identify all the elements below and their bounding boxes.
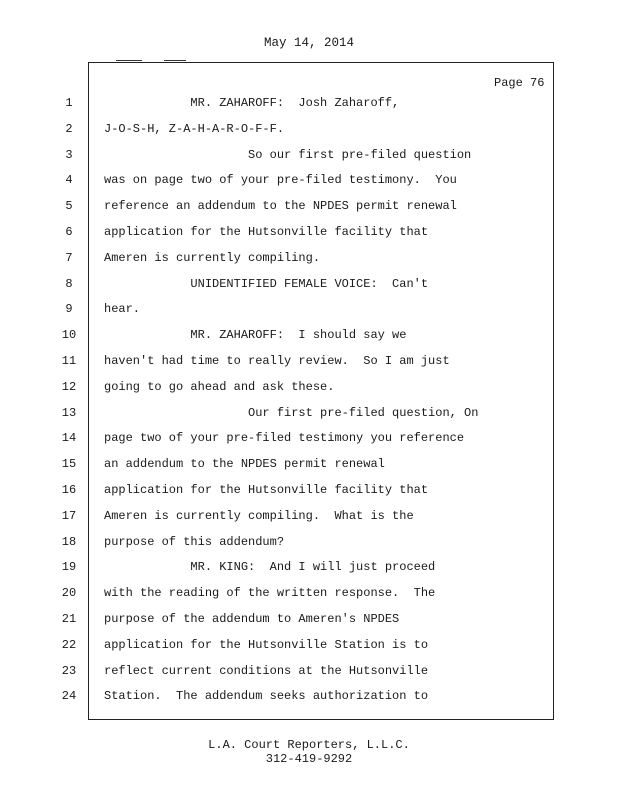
line-number: 3 [65, 147, 73, 162]
line-number: 18 [61, 534, 77, 549]
transcript-line: purpose of the addendum to Ameren's NPDES [104, 612, 400, 626]
transcript-line: UNIDENTIFIED FEMALE VOICE: Can't [104, 276, 429, 291]
transcript-line: hear. [104, 302, 141, 317]
line-number: 19 [61, 560, 77, 575]
line-number: 2 [65, 121, 73, 136]
line-number: 15 [61, 457, 77, 472]
transcript-line: page two of your pre-filed testimony you reference [104, 431, 465, 446]
transcript-line: MR. ZAHAROFF: Josh Zaharoff, [104, 96, 400, 110]
transcript-line: Our first pre-filed question, On [104, 405, 479, 420]
line-number: 8 [65, 276, 73, 291]
line-number: 21 [61, 612, 77, 626]
header-date: May 14, 2014 [263, 36, 354, 50]
line-number: 4 [65, 173, 73, 188]
line-number: 23 [61, 663, 77, 678]
transcript-line: Station. The addendum seeks authorization to [104, 689, 429, 704]
footer-phone: 312-419-9292 [265, 752, 353, 766]
line-number: 16 [61, 483, 77, 497]
line-number: 24 [61, 689, 77, 704]
transcript-line: reflect current conditions at the Hutsonville [104, 663, 429, 678]
line-number: 1 [65, 96, 73, 110]
line-number: 14 [61, 431, 77, 446]
page-number: Page 76 [494, 76, 545, 90]
transcript-line: was on page two of your pre-filed testimony. You [104, 173, 457, 188]
line-number: 20 [61, 586, 77, 601]
transcript-line: application for the Hutsonville Station is to [104, 637, 429, 652]
line-number: 17 [61, 508, 77, 523]
transcript-line: application for the Hutsonville facility that [104, 483, 429, 497]
transcript-line: purpose of this addendum? [104, 534, 285, 549]
transcript-line: reference an addendum to the NPDES permit renewal [104, 199, 457, 214]
line-number: 12 [61, 379, 77, 394]
transcript-line: MR. ZAHAROFF: I should say we [104, 328, 407, 343]
transcript-line: Ameren is currently compiling. [104, 250, 321, 265]
transcript-line: MR. KING: And I will just proceed [104, 560, 436, 575]
transcript-line: Ameren is currently compiling. What is the [104, 508, 414, 523]
transcript-line: J-O-S-H, Z-A-H-A-R-O-F-F. [104, 121, 285, 136]
line-number: 5 [65, 199, 73, 214]
transcript-line: haven't had time to really review. So I am just [104, 354, 450, 368]
line-number: 7 [65, 250, 73, 265]
line-number: 9 [65, 302, 73, 317]
transcript-line: going to go ahead and ask these. [104, 379, 335, 394]
transcript-line: So our first pre-filed question [104, 147, 472, 162]
transcript-line: with the reading of the written response. The [104, 586, 436, 601]
line-number: 11 [61, 354, 77, 368]
line-number: 22 [61, 637, 77, 652]
transcript-line: an addendum to the NPDES permit renewal [104, 457, 385, 472]
line-number: 13 [61, 405, 77, 420]
line-number: 10 [61, 328, 77, 343]
line-number: 6 [65, 225, 73, 239]
footer-reporter: L.A. Court Reporters, L.L.C. [208, 738, 410, 752]
transcript-line: application for the Hutsonville facility that [104, 225, 429, 239]
